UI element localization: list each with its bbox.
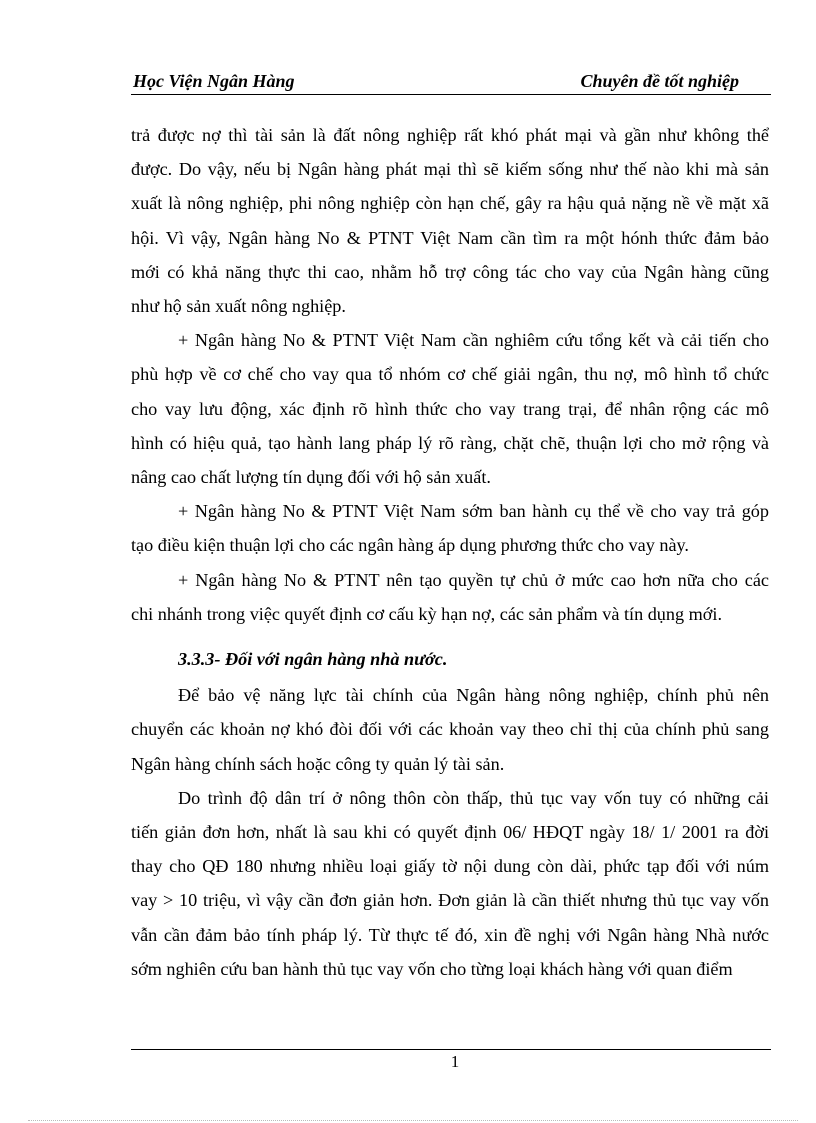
paragraph-3 bbox=[131, 494, 769, 562]
paragraph-6 bbox=[131, 781, 769, 986]
text-line: được. Do vậy, nếu bị Ngân hàng phát mại thì sẽ kiếm sống như thế nào khi mà sản bbox=[131, 159, 769, 180]
text-line: + Ngân hàng No & PTNT Việt Nam cần nghiêm cứu tổng kết và cải tiến cho bbox=[178, 330, 769, 351]
text-line: Do trình độ dân trí ở nông thôn còn thấp, thủ tục vay vốn tuy có những cải bbox=[178, 787, 769, 808]
text-line: chi nhánh trong việc quyết định cơ cấu kỳ hạn nợ, các sản phẩm và tín dụng mới. bbox=[131, 603, 722, 624]
text-line: cho vay lưu động, xác định rõ hình thức cho vay trang trại, để nhân rộng các mô bbox=[131, 398, 769, 419]
text-line: vay > 10 triệu, vì vậy cần đơn giản hơn. Đơn giản là cần thiết nhưng thủ tục vay vốn bbox=[131, 890, 769, 911]
paragraph-4 bbox=[131, 563, 769, 631]
text-line: sớm nghiên cứu ban hành thủ tục vay vốn cho từng loại khách hàng với quan điểm bbox=[131, 958, 733, 979]
text-line: trả được nợ thì tài sản là đất nông nghiệp rất khó phát mại và gần như không thể bbox=[131, 125, 769, 145]
text-line: + Ngân hàng No & PTNT nên tạo quyền tự chủ ở mức cao hơn nữa cho các bbox=[178, 569, 769, 590]
header-institution: Học Viện Ngân Hàng bbox=[133, 71, 295, 91]
text-line: thay cho QĐ 180 nhưng nhiều loại giấy tờ nội dung còn dài, phức tạp đối với núm bbox=[131, 856, 769, 877]
section-heading: 3.3.3- Đối với ngân hàng nhà nước. bbox=[178, 649, 448, 670]
text-line: vẫn cần đảm bảo tính pháp lý. Từ thực tế đó, xin đề nghị với Ngân hàng Nhà nước bbox=[131, 924, 769, 945]
paragraph-5 bbox=[131, 678, 769, 781]
text-line: hình có hiệu quả, tạo hành lang pháp lý rõ ràng, chặt chẽ, thuận lợi cho mở rộng và bbox=[131, 432, 769, 453]
text-line: chuyển các khoản nợ khó đòi đối với các khoản vay theo chỉ thị của chính phủ sang bbox=[131, 719, 769, 740]
text-line: Ngân hàng chính sách hoặc công ty quản lý tài sản. bbox=[131, 753, 505, 774]
paragraph-2 bbox=[131, 323, 769, 494]
page-bottom-border bbox=[28, 1120, 798, 1121]
page-number: 1 bbox=[450, 1052, 460, 1071]
header-document-type: Chuyên đề tốt nghiệp bbox=[580, 71, 739, 91]
paragraph-1 bbox=[131, 118, 769, 323]
document-body bbox=[131, 118, 769, 986]
footer-divider bbox=[131, 1049, 771, 1050]
text-line: mới có khả năng thực thi cao, nhằm hỗ trợ công tác cho vay của Ngân hàng cũng bbox=[131, 261, 769, 282]
text-line: + Ngân hàng No & PTNT Việt Nam sớm ban hành cụ thể về cho vay trả góp bbox=[178, 501, 769, 522]
text-line: như hộ sản xuất nông nghiệp. bbox=[131, 296, 346, 317]
text-line: xuất là nông nghiệp, phi nông nghiệp còn hạn chế, gây ra hậu quả nặng nề về mặt xã bbox=[131, 193, 769, 214]
text-line: tiến giản đơn hơn, nhất là sau khi có quyết định 06/ HĐQT ngày 18/ 1/ 2001 ra đời bbox=[131, 822, 769, 843]
text-line: nâng cao chất lượng tín dụng đối với hộ sản xuất. bbox=[131, 467, 491, 488]
text-line: Để bảo vệ năng lực tài chính của Ngân hàng nông nghiệp, chính phủ nên bbox=[178, 685, 769, 706]
text-line: hội. Vì vậy, Ngân hàng No & PTNT Việt Nam cần tìm ra một hónh thức đảm bảo bbox=[131, 227, 769, 248]
page-header bbox=[131, 68, 771, 95]
text-line: tạo điều kiện thuận lợi cho các ngân hàng áp dụng phương thức cho vay này. bbox=[131, 535, 689, 556]
text-line: phù hợp về cơ chế cho vay qua tổ nhóm cơ chế giải ngân, thu nợ, mô hình tổ chức bbox=[131, 364, 769, 385]
